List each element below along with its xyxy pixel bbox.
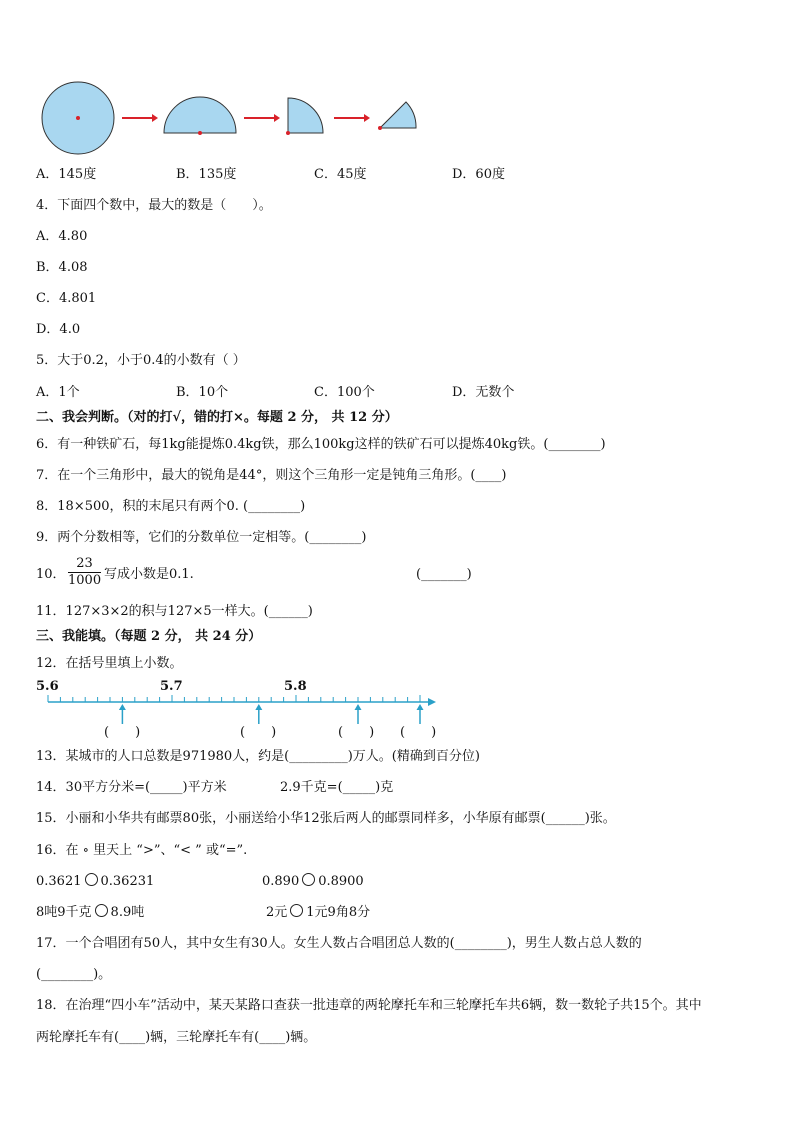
compare-circle-icon[interactable]	[95, 904, 108, 917]
q14-part-1: 14．30平方分米=(_____)平方米	[36, 780, 227, 795]
q16-pair-2	[262, 873, 364, 891]
q16-pair-1-right: 0.36231	[100, 874, 155, 889]
pointer-arrowhead-2	[255, 704, 262, 710]
q8: 8．18×500，积的末尾只有两个0. (________)	[36, 499, 306, 514]
q3-option-c: C．45度	[314, 167, 367, 182]
section-3-heading: 三、我能填。（每题 2 分， 共 24 分）	[36, 629, 262, 644]
q7: 7．在一个三角形中，最大的锐角是44°，则这个三角形一定是钝角三角形。(____)	[36, 468, 507, 483]
q5-option-b: B．10个	[176, 385, 229, 400]
q4-option-c: C．4.801	[36, 291, 97, 306]
arrow-3	[334, 114, 370, 122]
q5-option-c: C．100个	[314, 385, 375, 400]
q18-line-1: 18．在治理“四小车”活动中，某天某路口查获一批违章的两轮摩托车和三轮摩托车共6辆，数一数轮子共15个。其中	[36, 998, 702, 1013]
q10-fraction	[68, 556, 101, 589]
q3-option-d: D．60度	[452, 167, 505, 182]
q6: 6．有一种铁矿石，每1kg能提炼0.4kg铁，那么100kg这样的铁矿石可以提炼40kg铁。(________)	[36, 437, 606, 452]
q4-option-b: B．4.08	[36, 260, 88, 275]
section-2-heading: 二、我会判断。（对的打√，错的打×。每题 2 分， 共 12 分）	[36, 410, 398, 425]
angle-figure	[36, 80, 436, 160]
q16-stem: 16．在 ∘ 里天上 “>”、“< ” 或“=”.	[36, 843, 248, 858]
q16-pair-3	[36, 904, 144, 922]
q17-line-1: 17．一个合唱团有50人，其中女生有30人。女生人数占合唱团总人数的(________)，男生人数占总人数的	[36, 936, 642, 951]
q10-numerator: 23	[68, 556, 101, 573]
q15: 15．小丽和小华共有邮票80张，小丽送给小华12张后两人的邮票同样多，小华原有邮票(______)张。	[36, 811, 616, 826]
q12-stem: 12．在括号里填上小数。	[36, 656, 183, 671]
q12-blank-2: ( )	[240, 725, 277, 740]
q12-blank-1: ( )	[104, 725, 141, 740]
q16-pair-1-left: 0.3621	[36, 874, 82, 889]
tick-label-5-6: 5.6	[36, 679, 59, 694]
arrow-2	[244, 114, 280, 122]
q12-blank-3: ( )	[338, 725, 375, 740]
q3-option-b: B．135度	[176, 167, 237, 182]
q10-blank: (_______)	[416, 567, 472, 582]
q16-pair-2-left: 0.890	[262, 874, 300, 889]
q10-number: 10．	[36, 567, 66, 582]
q5-option-a: A．1个	[36, 385, 80, 400]
pointer-arrowhead-1	[119, 704, 126, 710]
q13: 13．某城市的人口总数是971980人，约是(_________)万人。(精确到百分位)	[36, 749, 480, 764]
q16-pair-4-left: 2元	[266, 905, 288, 920]
q16-pair-3-right: 8.9吨	[110, 905, 145, 920]
q17-line-2: (________)。	[36, 967, 112, 982]
q4-stem: 4．下面四个数中，最大的数是（ ）。	[36, 198, 272, 213]
pointer-arrowhead-4	[417, 704, 424, 710]
q9: 9．两个分数相等，它们的分数单位一定相等。(________)	[36, 530, 367, 545]
q16-pair-4-right: 1元9角8分	[306, 905, 371, 920]
q16-pair-2-right: 0.8900	[318, 874, 364, 889]
compare-circle-icon[interactable]	[85, 873, 98, 886]
q16-pair-4	[266, 904, 370, 922]
q4-option-a: A．4.80	[36, 229, 88, 244]
q16-pair-3-left: 8吨9千克	[36, 905, 92, 920]
q5-option-d: D．无数个	[452, 385, 515, 400]
pointer-arrowhead-3	[355, 704, 362, 710]
q11: 11．127×3×2的积与127×5一样大。(______)	[36, 604, 313, 619]
tick-label-5-7: 5.7	[160, 679, 183, 694]
compare-circle-icon[interactable]	[302, 873, 315, 886]
q3-option-a: A．145度	[36, 167, 97, 182]
q10-denominator: 1000	[68, 573, 102, 588]
q10-text: 写成小数是0.1.	[104, 567, 194, 582]
q14-part-2: 2.9千克=(_____)克	[280, 780, 394, 795]
tick-label-5-8: 5.8	[284, 679, 307, 694]
q4-option-d: D．4.0	[36, 322, 81, 337]
quarter-circle	[288, 98, 323, 133]
q18-line-2: 两轮摩托车有(____)辆，三轮摩托车有(____)辆。	[36, 1030, 317, 1045]
q16-pair-1	[36, 873, 154, 891]
arrow-1	[122, 114, 158, 122]
q12-blank-4: ( )	[400, 725, 437, 740]
compare-circle-icon[interactable]	[290, 904, 303, 917]
sector	[380, 102, 416, 128]
number-line-arrowhead	[428, 698, 436, 706]
semicircle	[164, 97, 236, 133]
q5-stem: 5．大于0.2，小于0.4的小数有（ ）	[36, 353, 246, 368]
